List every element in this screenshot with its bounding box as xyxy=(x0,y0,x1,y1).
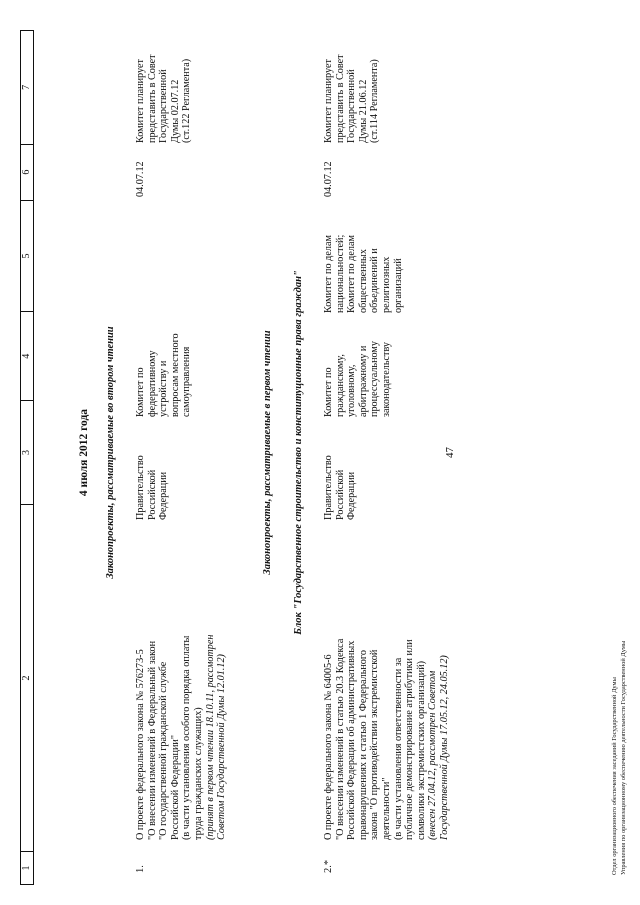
co-executor-committees: Комитет по делам национальностей; Комитет по делам общественных объединений и религиозных организаций xyxy=(323,234,404,313)
footer-department: Отдел организационного обеспечения заседаний Государственной Думы xyxy=(611,677,618,875)
responsible-committee: Комитет по федеративному устройству и вопросам местного самоуправления xyxy=(135,333,193,417)
column-header-row xyxy=(20,30,34,885)
column-header: 2 xyxy=(21,504,33,851)
bill-initiator: Правительство Российской Федерации xyxy=(323,455,358,520)
review-date: 04.07.12 xyxy=(323,161,334,197)
column-header: 1 xyxy=(21,851,33,884)
row-number: 2.* xyxy=(323,859,334,873)
block-title: Блок "Государственное строительство и конституционные права граждан" xyxy=(293,270,304,635)
row-number: 1. xyxy=(135,865,146,873)
column-header: 7 xyxy=(21,84,32,90)
bill-initiator: Правительство Российской Федерации xyxy=(135,455,170,520)
column-header: 6 xyxy=(21,144,33,200)
footer-directorate: Управления по организационному обеспечению деятельности Государственной Думы xyxy=(620,640,627,875)
column-header: 5 xyxy=(21,200,33,312)
column-header: 4 xyxy=(21,311,33,400)
committee-status: Комитет планирует представить в Совет Государственной Думы 02.07.12 (ст.122 Регламента) xyxy=(135,54,193,143)
date-heading: 4 июля 2012 года xyxy=(78,408,90,497)
review-date: 04.07.12 xyxy=(135,161,146,197)
column-header: 3 xyxy=(21,400,33,504)
responsible-committee: Комитет по гражданскому, уголовному, арбитражному и процессуальному законодательству xyxy=(323,341,392,417)
page-number: 47 xyxy=(444,447,456,458)
committee-status: Комитет планирует представить в Совет Государственной Думы 21.06.12 (ст.114 Регламента) xyxy=(323,54,381,143)
section-heading-first-reading: Законопроекты, рассматриваемые в первом чтении xyxy=(262,330,273,575)
bill-title: О проекте федерального закона № 576273-5 "О внесении изменений в Федеральный закон "О государственной гражданской службе Российской Федерации" (в части установления особого порядка оплаты труда гражданских служащих) (принят в первом чтении 18.10.11, рассмотрен Советом Государственной Думы 12.01.12) xyxy=(135,634,228,840)
bill-title: О проекте федерального закона № 64005-6 "О внесении изменений в статью 20.3 Кодекса Российской Федерации об административных правонарушениях и статью 1 Федерального закона "О противодействии экстремистской деятельности" (в части установления ответственности за публичное демонстрирование атрибутики или символики экстремистских организаций) (внесен 27.04.12, рассмотрен Советом Государственной Думы 17.05.12, 24.05.12) xyxy=(323,638,450,840)
section-heading-second-reading: Законопроекты, рассматриваемые во втором чтении xyxy=(105,326,116,579)
